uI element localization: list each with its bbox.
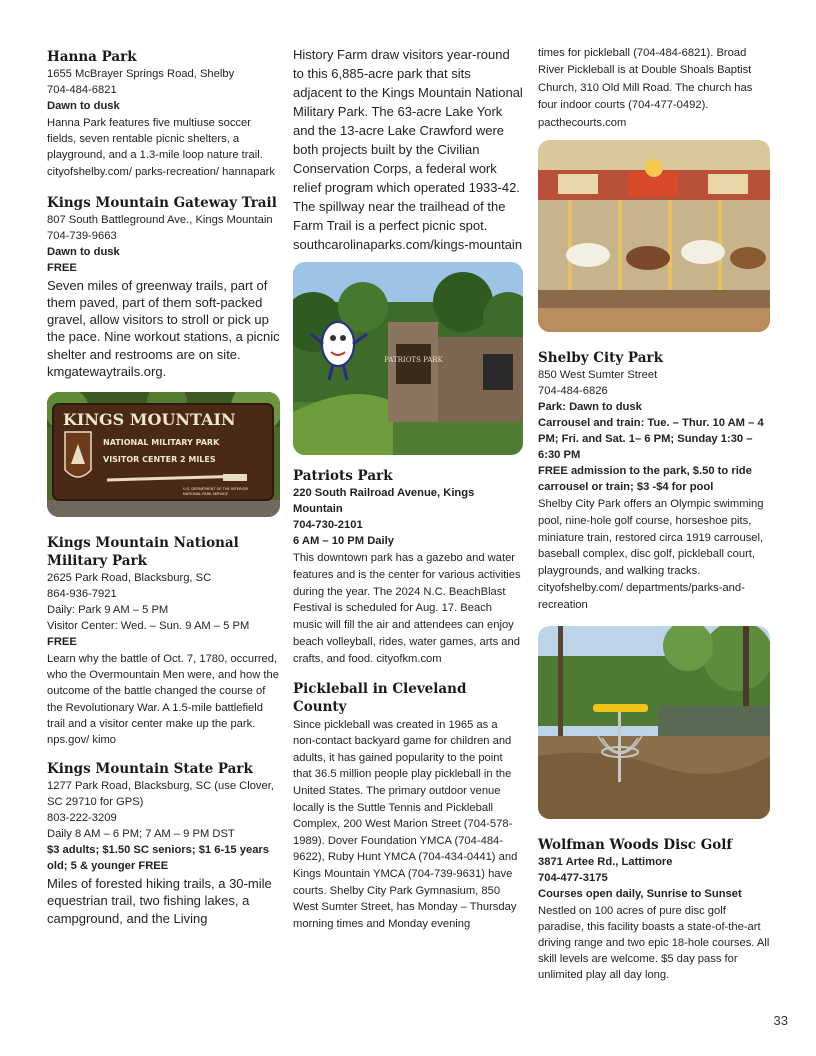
kings-mountain-sign-photo (47, 392, 280, 517)
page-number: 33 (773, 1013, 788, 1028)
listing-description: Seven miles of greenway trails, part of them paved, part of them soft-packed gravel, allow visitors to stroll or pick up the pace. Nine workout stations, a picnic shelter and restrooms are on site. kmgatewaytrails.org. (47, 277, 280, 379)
hours: Dawn to dusk (47, 245, 120, 258)
state-park-continued-text: History Farm draw visitors year-round to this 6,885-acre park that sits adjacent to the Kings Mountain National Military Park. The 63-acre Lake York and the 13-acre Lake Crawford were both projects built by the Civilian Conservation Corps, a federal work relief program which operated 1933-42. The spillway near the trailhead of the Farm Trail is a perfect picnic spot. southcarolinaparks.com/kings-mountain (293, 47, 523, 252)
listing-description: Miles of forested hiking trails, a 30-mile equestrian trail, two fishing lakes, a campground, and the Living (47, 876, 272, 926)
phone: 803-222-3209 (47, 812, 117, 825)
listing-description: Learn why the battle of Oct. 7, 1780, occurred, who the Overmountain Men were, and how the outcome of the battle changed the course of the Revolutionary War. A 1.5-mile battlefield trail and a visitor center make up the park. nps.gov/ kimo (47, 653, 279, 747)
sign-line-3: VISITOR CENTER 2 MILES (103, 455, 216, 465)
listing-military-park (47, 534, 280, 748)
phone: 704-484-6821 (47, 84, 117, 96)
listing-description: Shelby City Park offers an Olympic swimming pool, nine-hole golf course, horseshoe pits, miniature train, restored circa 1919 carrousel, baseball complex, disc golf, pickleball court, playgrounds, and walking tracks. cityofshelby.com/ departments/parks-and-recreation (538, 498, 764, 611)
price: FREE admission to the park, $.50 to ride carrousel or train; $3 -$4 for pool (538, 465, 752, 494)
listing-title: Kings Mountain State Park (47, 761, 253, 778)
carrousel-hours: Carrousel and train: Tue. – Thur. 10 AM – 4 PM; Fri. and Sat. 1– 6 PM; Sunday 1:30 – 6:30 PM (538, 417, 764, 462)
listing-title: Shelby City Park (538, 350, 663, 367)
listing-description: This downtown park has a gazebo and water features and is the center for various activities during the year. The 2024 N.C. BeachBlast Festival is scheduled for Aug. 17. Beach music will fill the air and attendees can enjoy beach volleyball, rides, water games, arts and crafts, and food. cityofkm.com (293, 552, 521, 665)
listing-title: Kings Mountain Gateway Trail (47, 194, 277, 211)
phone: 704-477-3175 (538, 871, 608, 884)
listing-title: Patriots Park (293, 468, 393, 484)
sign-agency-1: U.S. DEPARTMENT OF THE INTERIOR (183, 487, 249, 492)
hours: 6 AM – 10 PM Daily (293, 535, 394, 547)
listing-wolfman-woods (538, 836, 770, 984)
price: $3 adults; $1.50 SC seniors; $1 6-15 years old; 5 & younger FREE (47, 844, 270, 873)
listing-patriots-park (293, 467, 523, 668)
visitor-center-hours: Visitor Center: Wed. – Sun. 9 AM – 5 PM (47, 620, 250, 633)
listing-description: Nestled on 100 acres of pure disc golf paradise, this facility boasts a state-of-the-art driving range and two epic 18-hole courses. All skill levels are welcome. $5 day pass for unlimited play all day long. (538, 904, 770, 982)
address: 1655 McBrayer Springs Road, Shelby (47, 68, 235, 80)
address: 220 South Railroad Avenue, Kings Mountain (293, 487, 475, 515)
column-1 (47, 48, 280, 927)
listing-description: Hanna Park features five multiuse soccer fields, seven rentable picnic shelters, a playground, and a 1.3-mile loop nature trail. cityofshelby.com/ parks-recreation/ hannapark (47, 117, 275, 178)
patriots-sign-text: PATRIOTS PARK (384, 356, 443, 364)
sign-line-1: KINGS MOUNTAIN (63, 410, 236, 430)
patriots-park-photo (293, 262, 523, 455)
address: 807 South Battleground Ave., Kings Mountain (47, 213, 273, 226)
listing-title: Wolfman Woods Disc Golf (538, 836, 733, 853)
disc-golf-photo (538, 626, 770, 819)
hours: Dawn to dusk (47, 100, 120, 112)
listing-title: Kings Mountain National Military Park (47, 535, 239, 570)
address: 3871 Artee Rd., Lattimore (538, 855, 673, 868)
pickleball-continued-text: times for pickleball (704-484-6821). Broad River Pickleball is at Double Shoals Baptist Church, 310 Old Mill Road. The church has four indoor courts (704-477-0492). pacthecourts.com (538, 47, 753, 129)
hours: Daily: Park 9 AM – 5 PM (47, 604, 169, 617)
listing-state-park (47, 760, 280, 927)
phone: 704-484-6826 (538, 385, 608, 398)
phone: 864-936-7921 (47, 588, 117, 601)
address: 850 West Sumter Street (538, 369, 658, 382)
price: FREE (47, 636, 77, 649)
phone: 704-730-2101 (293, 519, 363, 531)
hours: Park: Dawn to dusk (538, 401, 642, 414)
listing-hanna-park (47, 48, 280, 180)
hours: Courses open daily, Sunrise to Sunset (538, 887, 742, 900)
listing-shelby-city-park (538, 349, 770, 614)
address: 2625 Park Road, Blacksburg, SC (47, 572, 212, 585)
listing-description: Since pickleball was created in 1965 as a non-contact backyard game for children and adults, it has gained popularity to the point that 36.5 million people play pickleball in the United States. The primary outdoor venue locally is the Suttle Tennis and Pickleball Complex, 200 West Marion Street (704-578-1989). Dover Foundation YMCA (704-484-9622), Ruby Hunt YMCA (704-434-0441) and Kings Mountain YMCA (704-739-9631) have courts. Shelby City Park Gymnasium, 850 West Sumter Street, has Monday – Thursday morning times and Monday evening (293, 718, 518, 930)
listing-gateway-trail (47, 194, 280, 380)
phone: 704-739-9663 (47, 229, 117, 242)
listing-pickleball (293, 680, 523, 933)
price: FREE (47, 261, 77, 274)
listing-title: Hanna Park (47, 49, 137, 65)
column-3 (538, 48, 770, 984)
address: 1277 Park Road, Blacksburg, SC (use Clover, SC 29710 for GPS) (47, 780, 274, 809)
hours: Daily 8 AM – 6 PM; 7 AM – 9 PM DST (47, 828, 235, 841)
carrousel-photo (538, 140, 770, 332)
column-2 (293, 48, 523, 932)
listing-title: Pickleball in Cleveland County (293, 680, 467, 715)
sign-line-2: NATIONAL MILITARY PARK (103, 438, 220, 448)
sign-agency-2: NATIONAL PARK SERVICE (183, 492, 228, 497)
